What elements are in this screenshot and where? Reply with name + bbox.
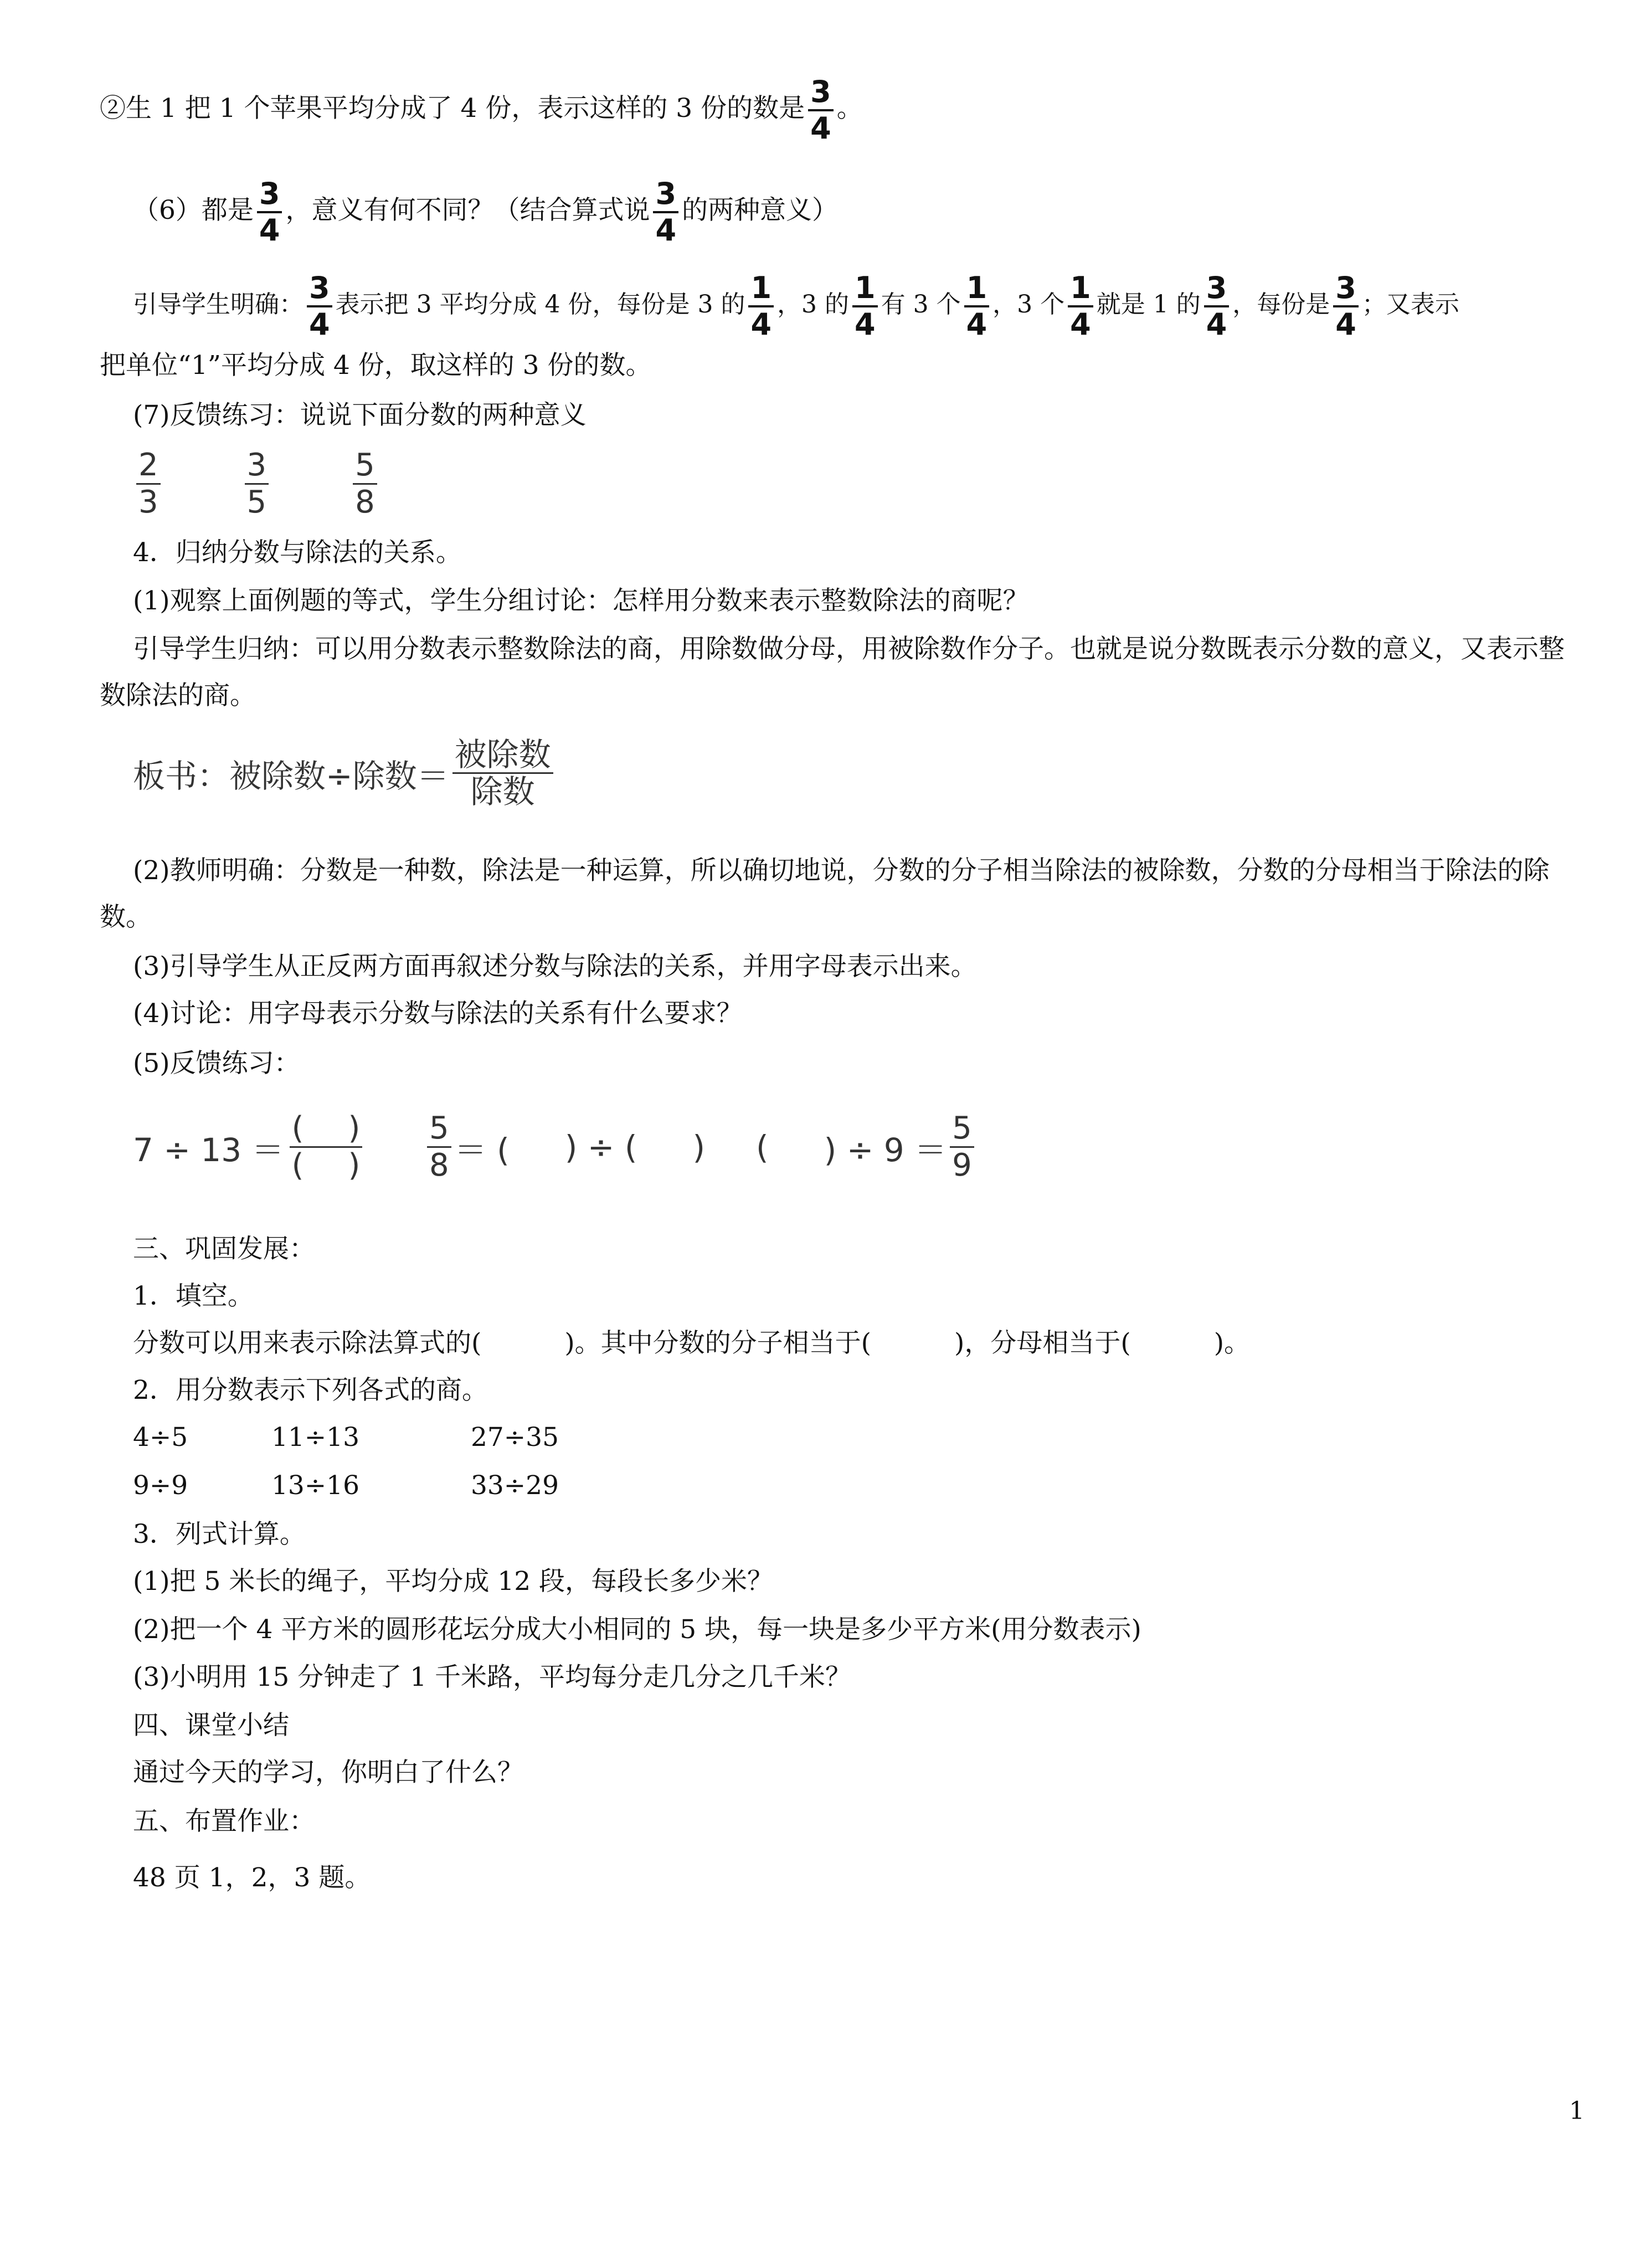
fraction: $\frac{3}{5}$ (245, 448, 269, 520)
text-line: (1)把 5 米长的绳子，平均分成 12 段，每段长多少米？ (133, 1566, 774, 1597)
paragraph: (2)教师明确：分数是一种数，除法是一种运算，所以确切地说，分数的分子相当除法的被除数，分数的分母相当于除法的除数。 (100, 855, 1550, 932)
exercise-formula-2: $\frac{5}{8}$ ＝ ( ) ÷ ( ) (424, 1111, 705, 1183)
division-row: 9÷9 13÷16 33÷29 (133, 1470, 559, 1501)
section-heading: 四、课堂小结 (133, 1710, 289, 1741)
text-line: 2．用分数表示下列各式的商。 (133, 1375, 488, 1405)
fraction: $\frac{3}{4}$ (1333, 271, 1359, 342)
text-line: (2)把一个 4 平方米的圆形花坛分成大小相同的 5 块，每一块是多少平方米(用分数表示) (133, 1614, 1141, 1645)
fraction: $\frac{( )}{( )}$ (290, 1111, 363, 1183)
text-line: 48 页 1，2，3 题。 (133, 1862, 371, 1893)
text-line: (5)反馈练习： (133, 1048, 300, 1079)
text-line: 把单位“1”平均分成 4 份，取这样的 3 份的数。 (100, 350, 652, 381)
text-line: 通过今天的学习，你明白了什么？ (133, 1757, 523, 1788)
section-heading: 五、布置作业： (133, 1806, 315, 1836)
text-line: ②生 1 把 1 个苹果平均分成了 4 份，表示这样的 3 份的数是 $\frac{3}{4}$ 。 (100, 74, 863, 146)
text-line: 4．归纳分数与除法的关系。 (133, 537, 462, 568)
text-line: (7)反馈练习：说说下面分数的两种意义 (133, 400, 587, 430)
text-line: (3)引导学生从正反两方面再叙述分数与除法的关系，并用字母表示出来。 (133, 951, 977, 982)
text-line: （6）都是 $\frac{3}{4}$ ，意义有何不同？（结合算式说 $\frac{3}{4}$ 的两种意义） (133, 176, 839, 248)
exercise-formula-3: ( ) ÷ 9 ＝ $\frac{5}{9}$ (756, 1111, 978, 1183)
fraction: $\frac{1}{4}$ (1068, 271, 1093, 342)
fraction: $\frac{3}{4}$ (1204, 271, 1230, 342)
exercise-formula-1: 7 ÷ 13 ＝ $\frac{( )}{( )}$ (133, 1111, 366, 1183)
fraction: $\frac{1}{4}$ (748, 271, 774, 342)
fraction: $\frac{2}{3}$ (136, 448, 161, 520)
page-number: 1 (1569, 2097, 1585, 2125)
section-heading: 三、巩固发展： (133, 1234, 315, 1264)
fraction: $\frac{1}{4}$ (964, 271, 990, 342)
text-line: 引导学生明确： $\frac{3}{4}$ 表示把 3 平均分成 4 份，每份是 3 的 $\frac{1}{4}$ ，3 的 $\frac{1}{4}$ 有 3 个 $\frac{1}{4}$ ，3 个 $\frac{1}{4}$ 就是 1 的 $\frac{3}{4}$ ，每份是 $\frac{3}{4}$ ；又表示 (133, 270, 1459, 342)
fraction: $\frac{3}{4}$ (808, 75, 834, 146)
text-line: (1)观察上面例题的等式，学生分组讨论：怎样用分数来表示整数除法的商呢？ (133, 586, 1029, 616)
text-line: 3．列式计算。 (133, 1519, 306, 1549)
fraction-row (133, 440, 1596, 524)
fraction: $\frac{3}{4}$ (653, 177, 678, 248)
fraction: $\frac{3}{4}$ (257, 177, 282, 248)
fraction: $\frac{5}{8}$ (353, 448, 377, 520)
text-line: 分数可以用来表示除法算式的( )。其中分数的分子相当于( )，分母相当于( )。 (133, 1328, 1251, 1358)
paragraph: 引导学生归纳：可以用分数表示整数除法的商，用除数做分母，用被除数作分子。也就是说分数既表示分数的意义，又表示整数除法的商。 (100, 634, 1565, 711)
fraction: $\frac{\text{被除数}}{\text{除数}}$ (452, 737, 553, 809)
text-line: (4)讨论：用字母表示分数与除法的关系有什么要求？ (133, 998, 743, 1029)
fraction: $\frac{3}{4}$ (307, 271, 332, 342)
fraction: $\frac{5}{9}$ (950, 1111, 974, 1183)
text-line: (3)小明用 15 分钟走了 1 千米路，平均每分走几分之几千米？ (133, 1662, 852, 1692)
text-line: 1．填空。 (133, 1281, 254, 1311)
fraction: $\frac{1}{4}$ (852, 271, 878, 342)
board-formula: 板书：被除数÷除数＝ $\frac{\text{被除数}}{\text{除数}}$ (133, 737, 557, 809)
fraction: $\frac{5}{8}$ (427, 1111, 451, 1183)
division-row: 4÷5 11÷13 27÷35 (133, 1422, 559, 1453)
